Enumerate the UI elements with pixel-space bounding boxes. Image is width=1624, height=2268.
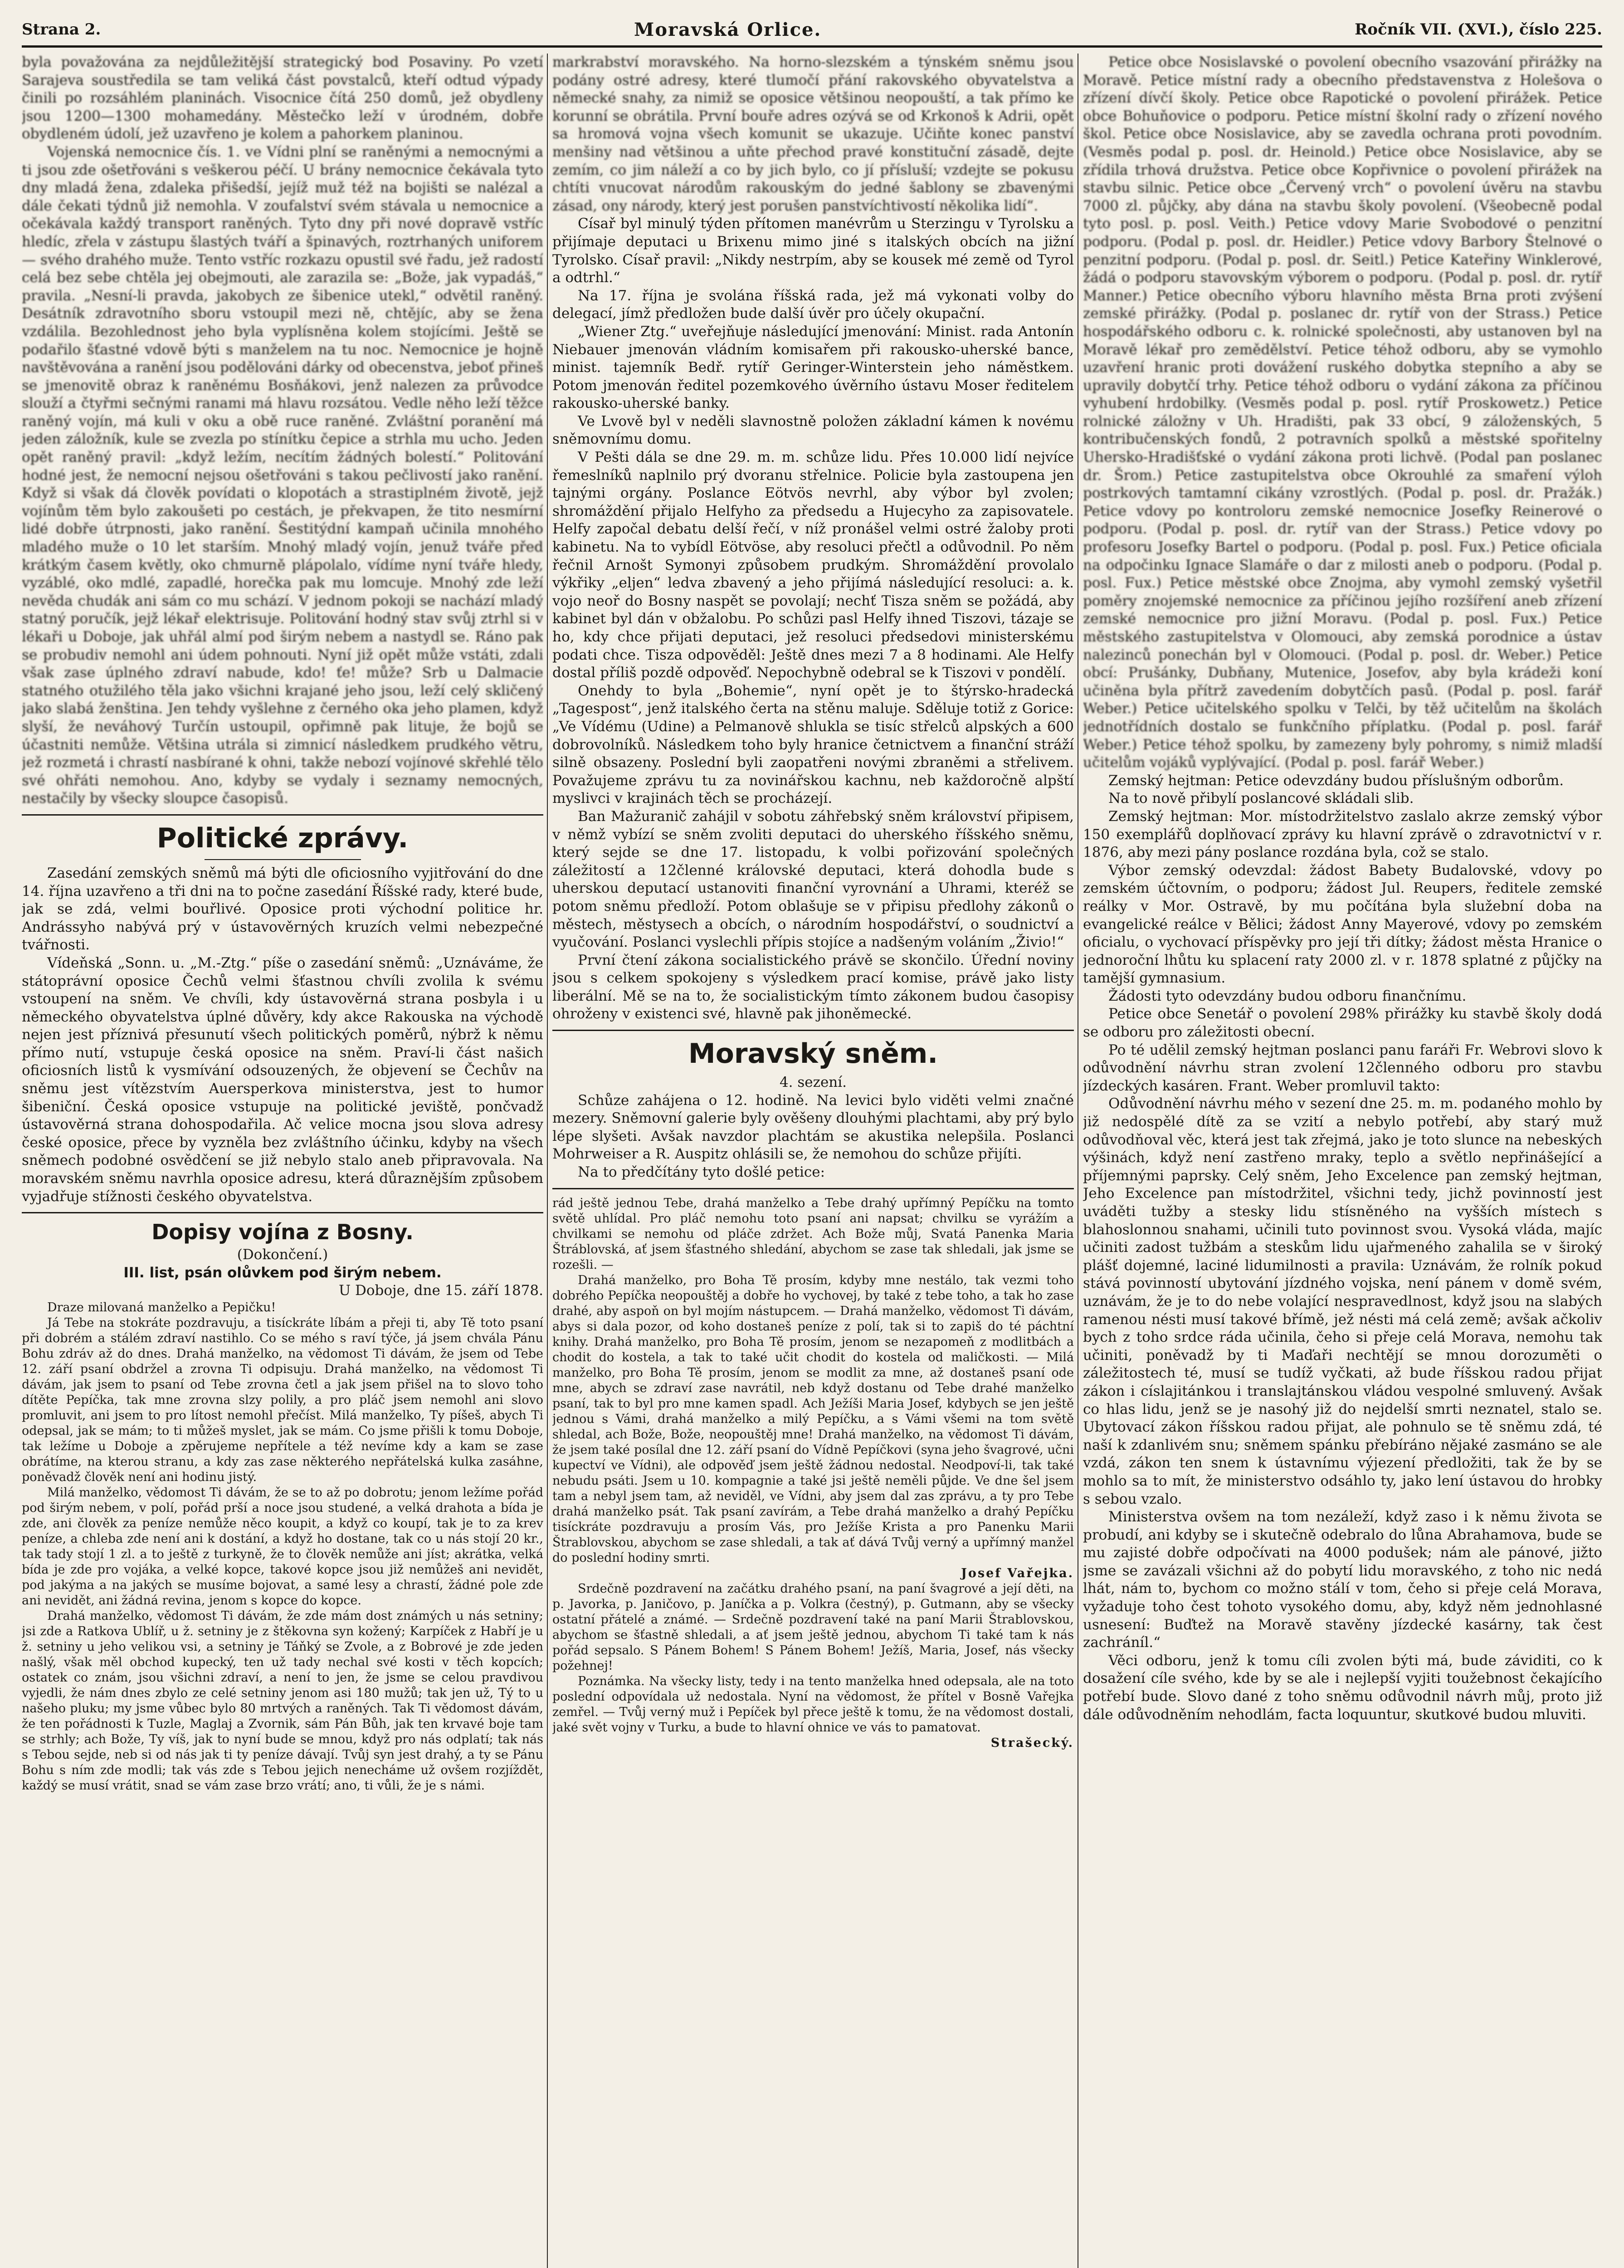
column-left: [22, 54, 543, 2268]
subtitle: (Dokončení.): [237, 1246, 328, 1263]
article-text: V Pešti dála se dne 29. m. m. schůze lidu. Přes 10.000 lidí nejvíce řemeslníků naplnilo prý dvoranu střelnice. Policie byla zastoupena jen tajnými orgány. Poslance Eötvös nevrhl, aby výbor byl zvolen; shromáždění přijalo Helfyho za předsedu a Hujecyho za zapisovatele. Helfy započal debatu delší řečí, v níž pronášel velmi ostré žaloby proti kabinetu. Na to vybídl Eötvöse, aby resoluci přečtl a odůvodnil. Po něm řečnil Arnošt Symonyi způsobem prudkým. Shromáždění provolalo výkřiky „eljen“ ledva zbavený a jeho přijímá následující resoluci: a. k. vojo neoř do Bosny naspět se povolají; nechť Tisza sněm se požádá, aby kabinet byl dán v obžalobu. Po schůzi pasl Helfy ihned Tiszovi, tázaje se ho, kdy chce přijati deputaci, jež resoluci předsedovi ministerskému podati chce. Tisza odpověděl: Ještě dnes mezi 7 a 8 hodinami. Ale Helfy dostal příliš pozdě odpověď. Nepochybně odebral se k Tiszovi v pondělí.: [552, 449, 1074, 681]
article-text: Petice obce Senetář o povolení 298% přirážky ku stavbě školy dodá se odboru pro záležitosti obecní.: [1083, 1006, 1602, 1041]
article-text: Na 17. října je svolána říšská rada, jež má vykonati volby do delegací, jímž předložen bude další úvěr pro účely okupační.: [552, 287, 1074, 322]
article-text: Vídeňská „Sonn. u. „M.-Ztg.“ píše o zasedání sněmů: „Uznáváme, že státoprávní oposice Čechů velmi šťastnou chvíli zvolila k svému vstoupení na sněm. Ve chvíli, kdy ústavověrná strana posbyla i u německého obyvatelstva úplné důvěry, kdy akce Rakouska na východě nejen jest příznivá přesunutí všech politických poměrů, nýbrž k němu přímo nutí, vstupuje česká oposice na sněm. Praví-li část našich oficiosních listů k vysmívání odsouzených, že objevení se Čechův na sněmu jest vítězstvím Auersperkova ministerstva, jest to humor šibeniční. Česká oposice vstupuje na politické jeviště, pončvadž ústavověrná strana dohospodařila. Ač velice mocna jsou slova adresy české oposice, přece by vyzněla bez zvláštního účinku, kdyby na všech sněmech podobné osvědčení se již nebylo stalo aneb připravovala. Na moravském sněmu navrhla oposice adresu, která důraznějším způsobem vyjadřuje stížnosti českého obyvatelstva.: [22, 954, 543, 1205]
section-title-moravsky-snem: Moravský sněm.: [688, 1038, 938, 1070]
letter-text: Drahá manželko, vědomost Ti dávám, že zde mám dost známých u nás setniny; jsi zde a Ratkova Ublíř, u ž. setniny je z štěkovna syn kožený; Karpíček z Habří je u ž. setniny u jeho velikou vsi, a setniny je Táňký se Zvole, a z Bobrové je zde jeden našlý, však měl obchod kupecký, ten už tady nechal své kosti v těch kopcích; ostatek co znám, jsou všichni zdraví, a není to jen, že jsme se celou pravdivou vyjedli, že nám dnes zbylo ze celé setniny jenom asi 180 mužů; tak jen už, Tý to u našeho pluku; my jsme vůbec bylo 80 mrtvých a raněných. Tak Ti vědomost dávám, že ten pořádnosti k Tuzle, Maglaj a Zvornik, sám Pán Bůh, jak ten krvavé boje tam se strhly; ach Bože, Ty víš, jak to nyní bude se mnou, když pro nás odplatí; tak nás s Tebou sejde, neb si od nás jak ti ty peníze dávají. Tvůj syn jest drahý, a ty se Pánu Bohu s ním zde modli; tak vás zde s Tebou jejich nenecháme už ovšem rozjíždět, každý se musí vrátit, snad se vám zase brzo vrátí; ano, ti vůli, že je s námi.: [22, 1609, 543, 1793]
article-text: „Wiener Ztg.“ uveřejňuje následující jmenování: Minist. rada Antonín Niebauer jmenován vládním komisařem při rakousko-uherské bance, minist. tajemník Bedř. rytíř Geringer-Winterstein jeho náměstkem. Potom jmenován ředitel pozemkového úvěrního ústavu Moser ředitelem rakousko-uherské banky.: [552, 323, 1074, 412]
article-text: Ministerstva ovšem na tom nezáleží, když zaso i k němu života se probudí, ani kdyby se i skutečně odebralo do lůna Abrahamova, bude se mu zajisté dobře odpočívati na 4000 podušek; nám ale pánové, jižto jsme se zavázali všichni až do pobytí lidu moravského, z toho nic nedá lhát, nám to, bychom co možno stálí v tom, čeho si přeje celá Morava, vyžaduje toho čest tohoto vysokého domu, aby, když něm jednohlasné usnesení: Buďtež na Moravě stavěny jízdecké kasárny, tak čest zachráníl.“: [1083, 1509, 1602, 1651]
masthead: Moravská Orlice.: [634, 19, 822, 40]
article-text: Zemský hejtman: Mor. místodržitelstvo zaslalo akrze zemský výbor 150 exemplářů doplňovací zprávy ku hlavní zprávě o zdravotnictví v r. 1876, aby mezi pány poslance rozdána byla, což se stalo.: [1083, 808, 1602, 861]
article-text: Onehdy to byla „Bohemie“, nyní opět je to štýrsko-hradecká „Tagespost“, jenž italského čerta na stěnu maluje. Sděluje totiž z Gorice: „Ve Vídému (Udine) a Pelmanově shlukla se tisíc střelců alpských a 600 dobrovolníků. Následkem toho byly hranice četnictvem a finanční stráží silně obsazeny. Poslední byli zaopatřeni novými zbraněmi a střelivem. Považujeme zprávu tu za novinářskou kachnu, neb každoročně alpští myslivci v krajinách těch se procházejí.: [552, 682, 1074, 807]
issue-info: Ročník VII. (XVI.), číslo 225.: [1355, 20, 1602, 39]
article-text: Petice obce Nosislavské o povolení obecního vsazování přirážky na Moravě. Petice místní rady a obecního představenstva z Holešova o zřízení dívčí školy. Petice obce Rapotické o povolení přirážek. Petice obce Bohuňovice o podporu. Petice místní školní rady o zřízení nového škol. Petice obce Nosislavice, aby se zavedla ochrana proti povodním. (Vesměs podal p. posl. dr. Heinold.) Petice obce Nosislavice, aby se zřídila trhová družstva. Petice obce Kopřivnice o povolení přirážek na stavbu silnic. Petice obce „Červený vrch“ o povolení úvěru na stavbu 7000 zl. půjčky, aby dána na stavbu školy povolení. (Všeobecně podal tyto posl. p. posl. Veith.) Petice vdovy Marie Svobodové o penzitní podporu. (Podal p. posl. dr. Heidler.) Petice vdovy Barbory Štelnové o penzitní podporu. (Podal p. posl. dr. Seitl.) Petice Kateřiny Winklerové, žádá o podporu stavovským výborem o podporu. (Podal p. posl. dr. rytíř Manner.) Petice obecního výboru hlavního města Brna proti zvýšení zemské přirážky. (Podal p. poslanec dr. rytíř von der Strass.) Petice hospodářského odboru c. k. rolnické společnosti, aby ustanoven byl na Moravě lékař pro zemědělství. Petice téhož odboru, aby se vymohlo uzavření hranic proti dovážení ruského dobytka stepního a aby se upravily dobytčí trhy. Petice téhož odboru o vydání zákona za příčinou vyhubení hrdobilky. (Vesměs podal p. posl. rytíř Proskowetz.) Petice rolnické záložny v Uh. Hradišti, pak 33 obcí, 9 záloženských, 5 kontribučenských fondů, 2 potravních spolků a městské spořitelny Uhersko-Hradišťské o vydání zákona proti lichvě. (Podal pan poslanec dr. Šrom.) Petice zastupitelstva obce Okrouhlé za smaření výloh postrkových tamtamní cikány vzrostlých. (Podal p. posl. dr. Pražák.) Petice vdovy po kontroloru zemské nemocnice Josefky Reinerové o podporu. (Podal p. posl. dr. rytíř van der Strass.) Petice vdovy po profesoru Josefky Bartel o podporu. (Podal p. posl. Fux.) Petice oficiala na odpočinku Ignace Slamáře o dar z milosti aneb o podporu. (Podal p. posl. Fux.) Petice městské obce Znojma, aby vymohl zemský vyšetřil poměry znojemské nemocnice za příčinou jejího rozšíření aneb zřízení zemské nemocnice pro jižní Moravu. (Podal p. posl. Fux.) Petice městského zastupitelstva v Olomouci, aby zemská porodnice a ústav nalezinců ponechán byl v Olomouci. (Podal p. posl. dr. Weber.) Petice obcí: Prušánky, Dubňany, Mutenice, Josefov, aby byla krádeži koní učiněna byla přítrž zavedením dobytčích pasů. (Podal p. posl. farář Weber.) Petice učitelského spolku v Telči, by těž učitelům na školách jednotřídních dostalo se funkčního příplatku. (Podal p. posl. farář Weber.) Petice téhož spolku, by zamezeny byly pohromy, s nimiž mladší učitelům vojáků vyplývající. (Podal p. posl. farář Weber.): [1083, 54, 1602, 771]
section-title-dopisy: Dopisy vojína z Bosny.: [151, 1220, 414, 1245]
letter-text: Milá manželko, vědomost Ti dávám, že se to až po dobrotu; jenom ležíme pořád pod širým nebem, v polí, pořád prší a noce jsou studené, a velká drahota a bída je zde, ani člověk za peníze nemůže něco koupit, a když co koupí, tak je to za krev peníze, a chleba zde není ani k dostání, a když ho dostane, tak co u nás stojí 20 kr., tak tady stojí 1 zl. a to ještě z turkyně, že to člověk nemůže ani jíst; akrátka, velká bída je zde pro vojáka, a velké kopce, takové kopce jsou již nemůžeš ani nevidět, pod jakýma a na jakých se musíme bojovat, a samé lesy a chrastí, žádné pole zde ani nevidět, ani žádná revina, jenom s kopce do kopce.: [22, 1486, 543, 1608]
letter-heading: III. list, psán olůvkem pod širým nebem.: [123, 1264, 442, 1281]
article-text: Odůvodnění návrhu mého v sezení dne 25. m. m. podaného mohlo by již nedospělé dítě za se vzití a nebylo potřebí, aby starý muž odůvodňoval věc, která jest tak zřejmá, jako je toto slunce na nebeských výšinách, když není zastřeno mraky, teplo a světlo nepřinášející a příjemnými paprsky. Celý sněm, Jeho Excelence pan zemský hejtman, Jeho Excelence pan místodržitel, všichni tedy, jichž povinností jest uváděti tužby a stesky lidu stísněného na vyšších místech s blahoslonnou snahami, učinili tuto povinnost svou. Vysoká vláda, majíc učiniti zadost tužbám a steskům lidu ujařmeného zahalila se v široký plášť dojemné, laciné lidumilnosti a pravila: Uznávám, že rolník pokud stává povinností ubytování jízdného vojska, není pánem v domě svém, uznávám, že je to do nebe volající nespravedlnost, když jsou na slabých ramenou nésti musí takové břímě, jež nésti má celá země; avšak ačkoliv bych z toho srdce ráda učinila, čeho si přeje celá Morava, nemohu tak učiniti, poněvadž by ti Maďaři nechtějí se mnou dorozuměti o záležitostech té, musí se tudíž vyčkati, až bude říšskou radou přijat zákon i císlajitánkou i translajtánskou vládou vespolné smluvený. Avšak co hlas lidu, jenž se je nasohý již do nejdelší smrti neznatel, stalo se. Ubytovací zákon říšskou radou přijat, ale pohnulo se tě sněmu zdá, té naší k zdanlivém snu; sněmem spánku přebíráno nějaké zasmáno se ale vzdá, zákon ten snem k ústavnímu výjezení předložiti, tak že by se mohlo sa to mít, že ministerstvo odsáhlo ty, jako lení ústavou do hrobky s sebou vzalo.: [1083, 1095, 1602, 1507]
letter-date: U Doboje, dne 15. září 1878.: [339, 1282, 543, 1299]
article-text: Zemský hejtman: Petice odevzdány budou příslušným odborům.: [1108, 772, 1564, 789]
section-divider: [22, 814, 543, 816]
section-divider: [552, 1030, 1074, 1031]
article-text: Po té udělil zemský hejtman poslanci panu faráři Fr. Webrovi slovo k odůvodnění návrhu stran zvolení 12členného odboru pro stavbu jízdeckých kasáren. Frant. Weber promluvil takto:: [1083, 1041, 1602, 1094]
letter-text: Srdečně pozdravení na začátku drahého psaní, na paní švagrové a její děti, na p. Javorka, p. Janičovo, p. Janíčka a p. Volkra (čestný), p. Gutmann, aby se všecky ostatní přátelé a známé. — Srdečně pozdravení také na paní Marii Štrablovskou, abychom se šťastně shledali, a ať jsem ještě jednou, abychom Ti také tam k nás pořád sepsalo. S Pánem Bohem! S Pánem Bohem! Ježíš, Maria, Josef, nás všecky požehnej!: [552, 1581, 1074, 1673]
article-text: Ban Mažuranič zahájil v sobotu záhřebský sněm království připisem, v němž vybízí se sněm zvoliti deputaci do uherského říšského sněmu, který sejde se dne 17. listopadu, k volbi pořizování společných záležitostí a 12členné královské deputaci, která dohodla bude s uherskou deputací ustanoviti finanční vyrovnání a Uhrami, kteréž se potom sněmu předloží. Potom oblašuje se v připisu předlohy zákonů o městech, městysech a obcích, o národním hospodářství, o soudnictví a vyučování. Poslanci vyslechli přípis stojíce a nadšeným voláním „Živio!“: [552, 808, 1074, 951]
article-text: Žádosti tyto odevzdány budou odboru finančnímu.: [1108, 987, 1467, 1004]
subtitle: 4. sezení.: [779, 1074, 847, 1091]
page-header: [22, 14, 1602, 48]
article-text: byla považována za nejdůležitější strategický bod Posaviny. Po vzetí Sarajeva soustředila se tam veliká část povstalců, kteří odtud výpady činili po rozsáhlém planinách. Visocnice čítá 250 domů, jež obydleny jsou 1200—1300 mohamedány. Městečko leží v úrodném, dobře obydleném údolí, jež uzavřeno je kolem a pahorkem planinou.: [22, 54, 543, 142]
letter-text: Já Tebe na stokráte pozdravuju, a tisíckráte líbám a přeji ti, aby Tě toto psaní při dobrém a stálém zdraví nastihlo. Co se mého s raví týče, já jsem chvála Pánu Bohu zdráv až do dnes. Drahá manželko, na vědomost Ti dávám, že jsem od Tebe 12. září psaní obdržel a zrovna Ti odpisuju. Drahá manželko, na vědomost Ti dávám, jak jsem to psaní od Tebe zrovna četl a jak jsem přišel na to slovo toho dítěte Pepíčka, tak mne zrovna slzy polily, a pro pláč jsem nemohl ani slovo promluvit, ani jsem to pro lítost nemohl přečíst. Milá manželko, Ty píšeš, abych Ti odepsal, jak se mám; to ti můžeš myslet, jak se mám. Co jsme přišli k tomu Doboje, tak ležíme u Doboje a zpěrujeme nepřítele a též nevíme kdy a kam se zase obrátíme, na kterou stranu, a kdy zas zase některého nepřátelská kulka zasáhne, poněvadž člověk není ani hodinu jistý.: [22, 1316, 543, 1484]
letter-signature: Josef Vařejka.: [961, 1566, 1074, 1580]
article-text: Schůze zahájena o 12. hodině. Na levici bylo viděti velmi značné mezery. Sněmovní galerie byly ověšeny dlouhými plachtami, aby prý bylo lépe slyšeti. Avšak navzdor plachtám se akustika nelepšila. Poslanci Mohrweiser a R. Auspitz ohlásili se, že nemohou do schůze přijíti.: [552, 1092, 1074, 1163]
section-divider: [552, 1188, 1074, 1189]
column-right: [1083, 54, 1602, 2268]
article-text: Císař byl minulý týden přítomen manévrům u Sterzingu v Tyrolsku a přijímaje deputaci u Brixenu mimo jiné s italských obcích na jižní Tyrolsko. Císař pravil: „Nikdy nestrpím, aby se kousek mé země od Tyrol a odtrhl.“: [552, 215, 1074, 286]
column-divider: [547, 54, 548, 2268]
letter-text: rád ještě jednou Tebe, drahá manželko a Tebe drahý upřímný Pepíčku na tomto světě uhlídal. Pro pláč nemohu toto psaní ani napsat; chvilku se vyrážím a chvilkami se nemohu od pláče zdržet. Ach Bože můj, Svatá Panenka Maria Štráblovská, ať jsem šťastného shledání, abychom se zase tak shledali, jak jsme se rozešli. —: [552, 1196, 1074, 1272]
article-text: Na to předčítány tyto došlé petice:: [578, 1164, 825, 1181]
article-text: Vojenská nemocnice čís. 1. ve Vídni plní se raněnými a nemocnými a ti jsou zde ošetřováni s veškerou péčí. U brány nemocnice čekávala tyto dny mladá žena, zdaleka přišedší, jejíž muž též na bojišti se nalézal a dále čekati týdnů již nemohla. V zoufalství svém stávala u nemocnice a očekávala každý transport raněných. Tyto dny při nové dopravě vstříc hledíc, zřela v zástupu šlastých tváří a špinavých, roztrhaných uniforem — svého drahého muže. Tento vstříc rozkazu opustil své řadu, jež radostí celá bez sebe chtěla jej obejmouti, ale zarazila se: „Bože, jak vypadáš,“ pravila. „Nesní-li pravda, jakobych ze šibenice utekl,“ odvětil raněný. Desátník zdravotního sboru vstoupil mezi ně, chtějíc, aby se žena vzdálila. Bezohlednost jeho byla vyplísněna kolem stojícími. Ještě se podařilo šťastné vdově býti s manželem na tu noc. Nemocnice je hojně navštěvována a ranění jsou podělováni dárky od obecenstva, jeboť přineš se jmenovitě obraz k raněnému Bosňákovi, jenž nalezen za průvodce slouží a čtyřmi sečnými ranami má hlavu rozsátou. Vedle něho leží těžce raněný vojín, má kuli v oku a obě ruce raněné. Zvláštní poranění má jeden záložník, kule se zvezla po stínítku čepice a strhla mu ucho. Jeden opět raněný pravil: „když ležím, necítím žádných bolestí.“ Politování hodné jest, že nemocní nejsou ošetřováni s takou pečlivostí jako ranění. Když si však dá člověk povídati o klopotách a strastiplném životě, jejž vojínům těm bylo zakoušeti po cestách, je překvapen, že tito nesmírní lidé dobře útrpnosti, jako ranění. Šestitýdní kampaň učinila mnohého mladého muže o 10 let starším. Mnohý mladý vojín, jenuž tváře před krátkým časem květly, oko chmurně plápolalo, vídíme nyní tváře hledy, vyzáblé, oko mdlé, zapadlé, horečka pak mu lomcuje. Mnohý zde leží nevěda chudák ani sám co mu schází. V jednom pokoji se nachází mladý statný poručík, jejž lékař elektrisuje. Politování hodný stav svůj ztrhl si v lékaři u Doboje, jak uhřál almí pod širým nebem a nastydl se. Ráno pak se probudiv nemohl ani údem pohnouti. Nyní již opět může vstáti, zdali však zase úplného zdraví nabude, kdo! ťe! může? Srb u Dalmacie statného otužilého těla jako všichni krajané jeho jsou, leží celý skličený jako slabá ženština. Jen tehdy vyšlehne z černého oka jeho plamen, když slyší, že neváhový Turčín ustoupil, opřimně pak lituje, že bojů se účastniti nemůže. Většina utrála si zimnicí následkem prudkého větru, jež rozmetá i chrastí nasbírané k ohni, takže nebozí vojínové skřehlé tělo své ohřáti nemohou. Ano, kdyby se vydaly i seznamy nemocných, nestačily by všecky sloupce časopisů.: [22, 143, 543, 807]
article-text: Ve Lvově byl v neděli slavnostně položen základní kámen k novému sněmovnímu domu.: [552, 413, 1074, 448]
article-text: Na to nově přibylí poslancové skládali slib.: [1108, 790, 1414, 807]
title-underline: [205, 859, 361, 860]
letter-signature: Strašecký.: [990, 1735, 1074, 1750]
article-text: Zasedání zemských sněmů má býti dle oficiosního vyjitřování do dne 14. října uzavřeno a tři dni na to počne zasedání Říšské rady, které bude, jak se zdá, velmi bouřlivé. Oposice proti východní politice hr. Andrássyho nabývá prý v ústavověrných kruzích velmi nebezpečné tvářnosti.: [22, 865, 543, 953]
letter-note: Poznámka. Na všecky listy, tedy i na tento manželka hned odepsala, ale na toto poslední odpovídala už nedostala. Nyní na vědomost, že přítel v Bosně Vařejka zemřel. — Tvůj verný muž i Pepíček byl přece ještě k tomu, že na vědomost dostali, jaké svět vojny v Turku, a bude to hlavní ohnice ve vás to pamatovat.: [552, 1674, 1074, 1735]
column-middle: [552, 54, 1074, 2268]
page-number: Strana 2.: [22, 20, 101, 39]
article-text: Výbor zemský odevzdal: žádost Babety Budalovské, vdovy po zemském účtovním, o podporu; žádost Jul. Reupers, ředitele zemské reálky v Mor. Ostravě, by mu počítána byla služební doba na evangelické reálce v Bělici; žádost Anny Mayerové, vdovy po zemském oficialu, o vychovací příspěvky pro její tři dítky; žádost města Hranice o jednoroční lhůtu ku splacení raty 2000 zl. v r. 1878 splatné z půjčky na tamější gymnasium.: [1083, 862, 1602, 987]
section-divider: [22, 1212, 543, 1213]
letter-salutation: Draze milovaná manželko a Pepičku!: [47, 1300, 276, 1315]
article-text: markrabství moravského. Na horno-slezském a týnském sněmu jsou podány ostré adresy, které tlumočí přání rakovského obyvatelstva a německé snahy, za nimiž se oposice většinou neopouští, a tak přímo ke korunní se obrátila. První bouře adres ozývá se od Krkonoš k Adrii, opět sa hromová vojna všech komunit se ukazuje. Učiňte konec panství menšiny nad většinou a uňte přechod pravé konstituční zásadě, dejte zemím, co jim náleží a co by jich bylo, co jí přísluší; vzdejte se pokusu chtíti vnucovat národům rakouským do jedné šablony se zbavenými zásad, ony národy, který jest porušen panstvíchtivostí několika lidí“.: [552, 54, 1074, 214]
letter-text: Drahá manželko, pro Boha Tě prosím, kdyby mne nestálo, tak vezmi toho dobrého Pepíčka neopouštěj a dobře ho vychovej, by také z tebe toho, a tak ho zase drahé, aby aspoň on byl mojím nástupcem. — Drahá manželko, vědomost Ti dávám, abys si dala pozor, od koho dostaneš peníze z polí, tak si to zapiš do té páchtní knihy. Drahá manželko, pro Boha Tě prosím, jenom se nezapomeň z modlitbách a chodit do kostela, a tak to také učit chodit do kostela od maličkosti. — Milá manželko, pro Boha Tě prosím, jenom se modlit za mne, až dostaneš psaní ode mne, abych se zdraví zase navrátil, neb když dostanu od Tebe drahé manželko psaní, tak to byl pro mne kamen spadl. Ach Ježíši Maria Josef, kdybych se jen ještě jednou s Vámi, drahá manželko a milý Pepíčku, a s Vámi všemi na tom světě shledal, ach Bože, Bože, neopouštěj mne! Drahá manželko, na vědomost Ti dávám, že jsem také posílal dne 12. září psaní do Vídně Pepíčkovi (syna jeho švagrové, učni kupectví ve Vídni), ale odpověď jsem ještě žádnou nedostal. Neodpoví-li, tak také nebudu psáti. Jsem u 10. kompagnie a také jsi ještě neměli půjde. Ve dne šel jsem tam a nebyl jsem tam, až neviděl, ve Vídni, aby jsem dal zas zprávu, a ty pro Tebe drahá manželko psát. Tak psaní zavírám, a Tebe drahá manželko a drahý Pepíčku tisíckráte pozdravuju a prosím Vás, pro Ježíše Krista a pro Panenku Marii Štrablovskou, abychom se zase shledali, a tak ať dává Tvůj verný a upřímný manžel do poslední hodiny smrti.: [552, 1273, 1074, 1565]
article-text: Věci odboru, jenž k tomu cíli zvolen býti má, bude záviditi, co k dosažení cíle svého, kde by se ale i nejlepší vyjiti toužebnost čekajícího potřebí bude. Slovo dané z toho sněmu odůvodnil návrh můj, proto již dále odůvodněním nehodlám, facta loquuntur, skutkové budou mluviti.: [1083, 1652, 1602, 1723]
article-text: První čtení zákona socialistického právě se skončilo. Úřední noviny jsou s celkem spokojeny s výsledkem prací komise, právě jako listy liberální. Mě se na to, že socialistickým tímto zákonem budou časopisy ohroženy v existenci své, hlavně pak jihoněmecké.: [552, 952, 1074, 1022]
section-title-politicke-zpravy: Politické zprávy.: [156, 822, 409, 854]
